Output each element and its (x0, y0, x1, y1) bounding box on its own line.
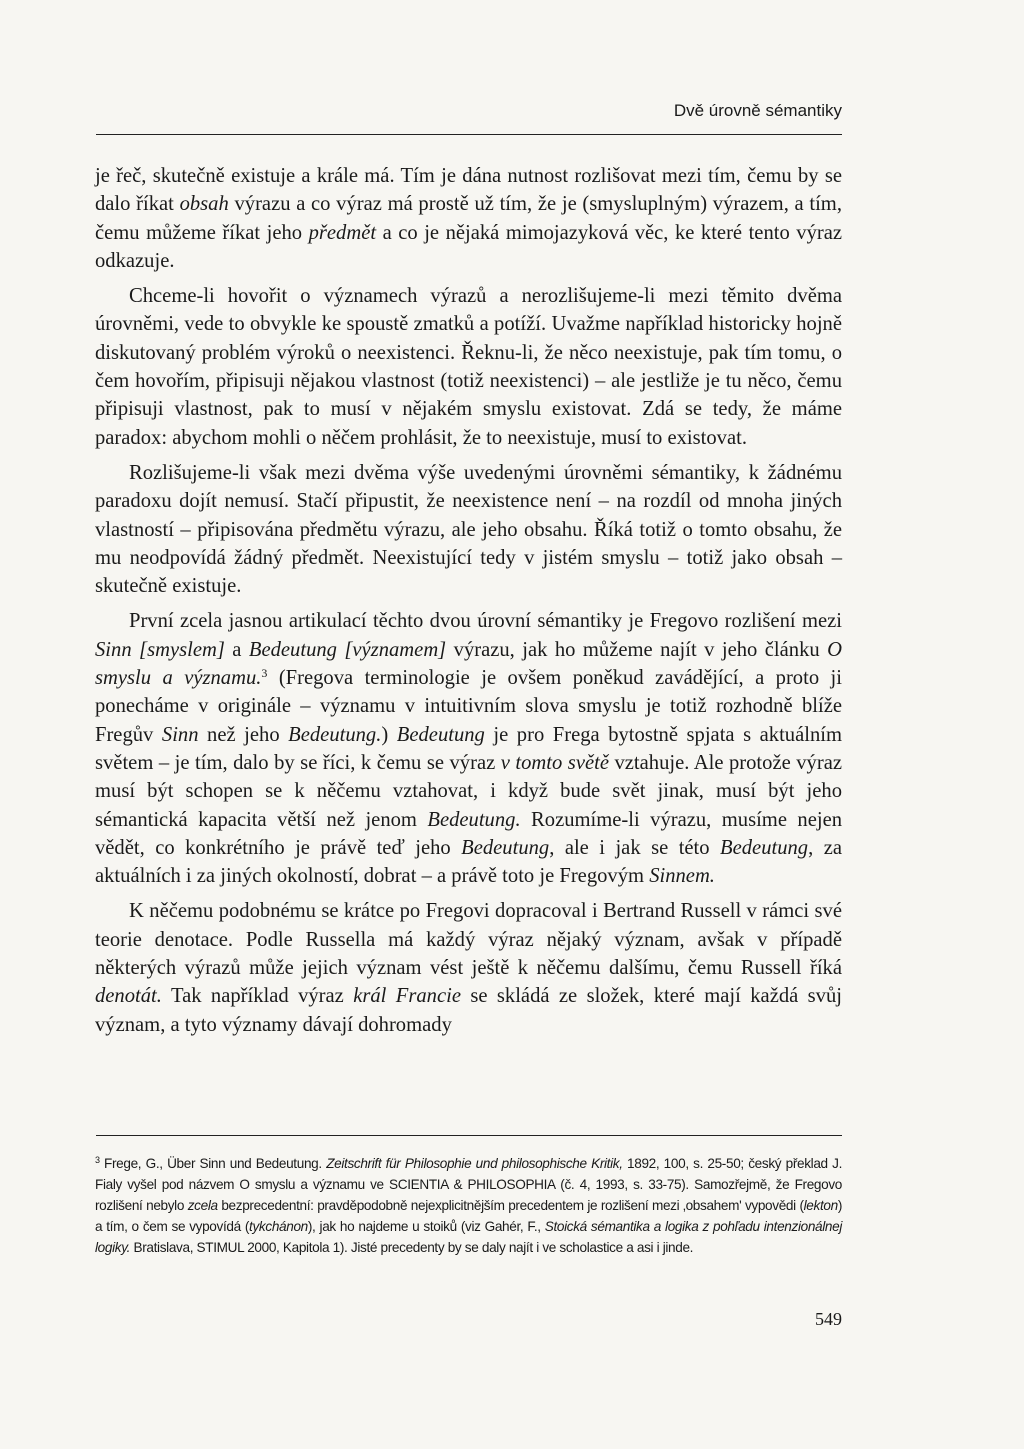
text-run: Bratislava, STIMUL 2000, Kapitola 1). Jisté precedenty by se daly najít i ve scholastice a asi i jinde. (130, 1240, 694, 1255)
text-run: Rozlišujeme-li však mezi dvěma výše uvedenými úrovněmi sémantiky, k žádnému paradoxu dojít nemusí. Stačí připustit, že neexistence není – na rozdíl od mnoha jiných vlastností – připisována předmětu výrazu, ale jeho obsahu. Říká totiž o tomto obsahu, že mu neodpovídá žádný předmět. Neexistující tedy v jistém smyslu – totiž jako obsah – skutečně existuje. (95, 461, 842, 598)
paragraph (95, 282, 842, 452)
footnote (95, 1153, 842, 1258)
italic-run: Bedeutung (461, 836, 550, 859)
italic-run: Bedeutung. (288, 723, 382, 746)
italic-run: v tomto světě (500, 751, 609, 774)
italic-run: Bedeutung. (427, 808, 521, 831)
footnote-ref: 3 (95, 1155, 100, 1165)
text-run: ) a tím, o čem se vypovídá ( (95, 1198, 843, 1234)
main-text (95, 162, 842, 1046)
italic-run: Stoická sémantika a logika z pohľadu intenzionálnej logiky. (95, 1219, 843, 1255)
text-run: bezprecedentní: pravděpodobně nejexplicitnějším precedentem je rozlišení mezi ‚obsahem' vypovědi ( (217, 1198, 804, 1213)
text-run: Tak například výraz (161, 985, 354, 1008)
text-run: Frege, G., Über Sinn und Bedeutung. (99, 1156, 327, 1171)
footnote-rule (96, 1135, 842, 1136)
text-run: je pro Frega bytostně spjata s aktuálním světem – je tím, dalo by se říci, k čemu se výraz (95, 723, 842, 774)
text-run: (Fregova terminologie je ovšem poněkud zavádějící, a proto ji ponecháme v originále – významu v intuitivním slova smyslu je totiž rozhodně blíže Fregův (95, 667, 842, 746)
text-run: se skládá ze složek, které mají každá svůj význam, a tyto významy dávají dohromady (95, 985, 842, 1036)
italic-run: denotát. (95, 985, 162, 1008)
italic-run: Zeitschrift für Philosophie und philosophische Kritik, (326, 1156, 623, 1171)
text-run: ), jak ho najdeme u stoiků (viz Gahér, F., (307, 1219, 545, 1234)
page-number: 549 (815, 1309, 842, 1329)
footnote-ref: 3 (261, 666, 268, 681)
italic-run: Bedeutung (720, 836, 809, 859)
header-rule (96, 134, 842, 135)
italic-run: předmět (308, 221, 377, 244)
text-run: , za aktuálních i za jiných okolností, dobrat – a právě toto je Fregovým (95, 836, 842, 888)
italic-run: Sinn [smyslem] (95, 638, 225, 661)
text-run: Rozumíme-li výrazu, musíme nejen vědět, co konkrétního je právě teď jeho (95, 808, 843, 859)
text-run: výrazu a co výraz má prostě už tím, že je (smysluplným) výrazem, a tím, čemu můžeme říkat jeho (95, 193, 842, 244)
italic-run: tykchánon (249, 1219, 308, 1234)
text-run: vztahuje. Ale protože výraz musí být schopen se k něčemu vztahovat, i když bude svět jinak, musí být jeho sémantická kapacita větší než jenom (95, 751, 842, 831)
paragraph (95, 162, 842, 275)
italic-run: král Francie (353, 985, 461, 1008)
text-run: , ale i jak se této (549, 836, 721, 859)
text-run: Chceme-li hovořit o významech výrazů a nerozlišujeme-li mezi těmito dvěma úrovněmi, vede to obvykle ke spoustě zmatků a potíží. Uvažme například historicky hojně diskutovaný problém výroků o neexistenci. Řeknu-li, že něco neexistuje, pak tím tomu, o čem hovořím, připisuji nějakou vlastnost (totiž neexistenci) – ale jestliže je tu něco, čemu připisuji vlastnost, pak to musí v nějakém smyslu existovat. Zdá se tedy, že máme paradox: abychom mohli o něčem prohlásit, že to neexistuje, musí to existovat. (95, 285, 842, 449)
text-run: K něčemu podobnému se krátce po Fregovi dopracoval i Bertrand Russell v rámci své teorie denotace. Podle Russella má každý výraz nějaký význam, avšak v případě některých výrazů může jejich význam vést ještě k něčemu dalšímu, čemu Russell říká (95, 900, 842, 980)
text-run: a (224, 638, 249, 661)
italic-run: O smyslu a významu. (95, 638, 842, 690)
text-run: je řeč, skutečně existuje a krále má. Tím je dána nutnost rozlišovat mezi tím, čemu by se dalo říkat (95, 165, 842, 216)
italic-run: Bedeutung [významem] (248, 638, 447, 661)
paragraph (95, 459, 842, 600)
italic-run: obsah (179, 193, 229, 216)
text-run: výrazu, jak ho můžeme najít v jeho článku (446, 638, 828, 661)
italic-run: Bedeutung (396, 723, 485, 746)
paragraph (95, 607, 842, 890)
text-run: První zcela jasnou artikulací těchto dvou úrovní sémantiky je Fregovo rozlišení mezi (129, 610, 842, 633)
text-run: 1892, 100, s. 25-50; český překlad J. Fialy vyšel pod názvem O smyslu a významu ve SCIENTIA & PHILOSOPHIA (č. 4, 1993, s. 33-75). Samozřejmě, že Fregovo rozlišení nebylo (95, 1156, 843, 1213)
italic-run: Sinnem. (649, 865, 715, 888)
text-run: než jeho (198, 723, 289, 746)
italic-run: zcela (187, 1198, 218, 1213)
italic-run: Sinn (161, 723, 199, 746)
italic-run: lekton (803, 1198, 838, 1213)
text-run: a co je nějaká mimojazyková věc, ke které tento výraz odkazuje. (95, 221, 843, 272)
text-run: ) (381, 723, 397, 746)
running-head: Dvě úrovně sémantiky (673, 101, 842, 120)
paragraph (95, 897, 842, 1038)
